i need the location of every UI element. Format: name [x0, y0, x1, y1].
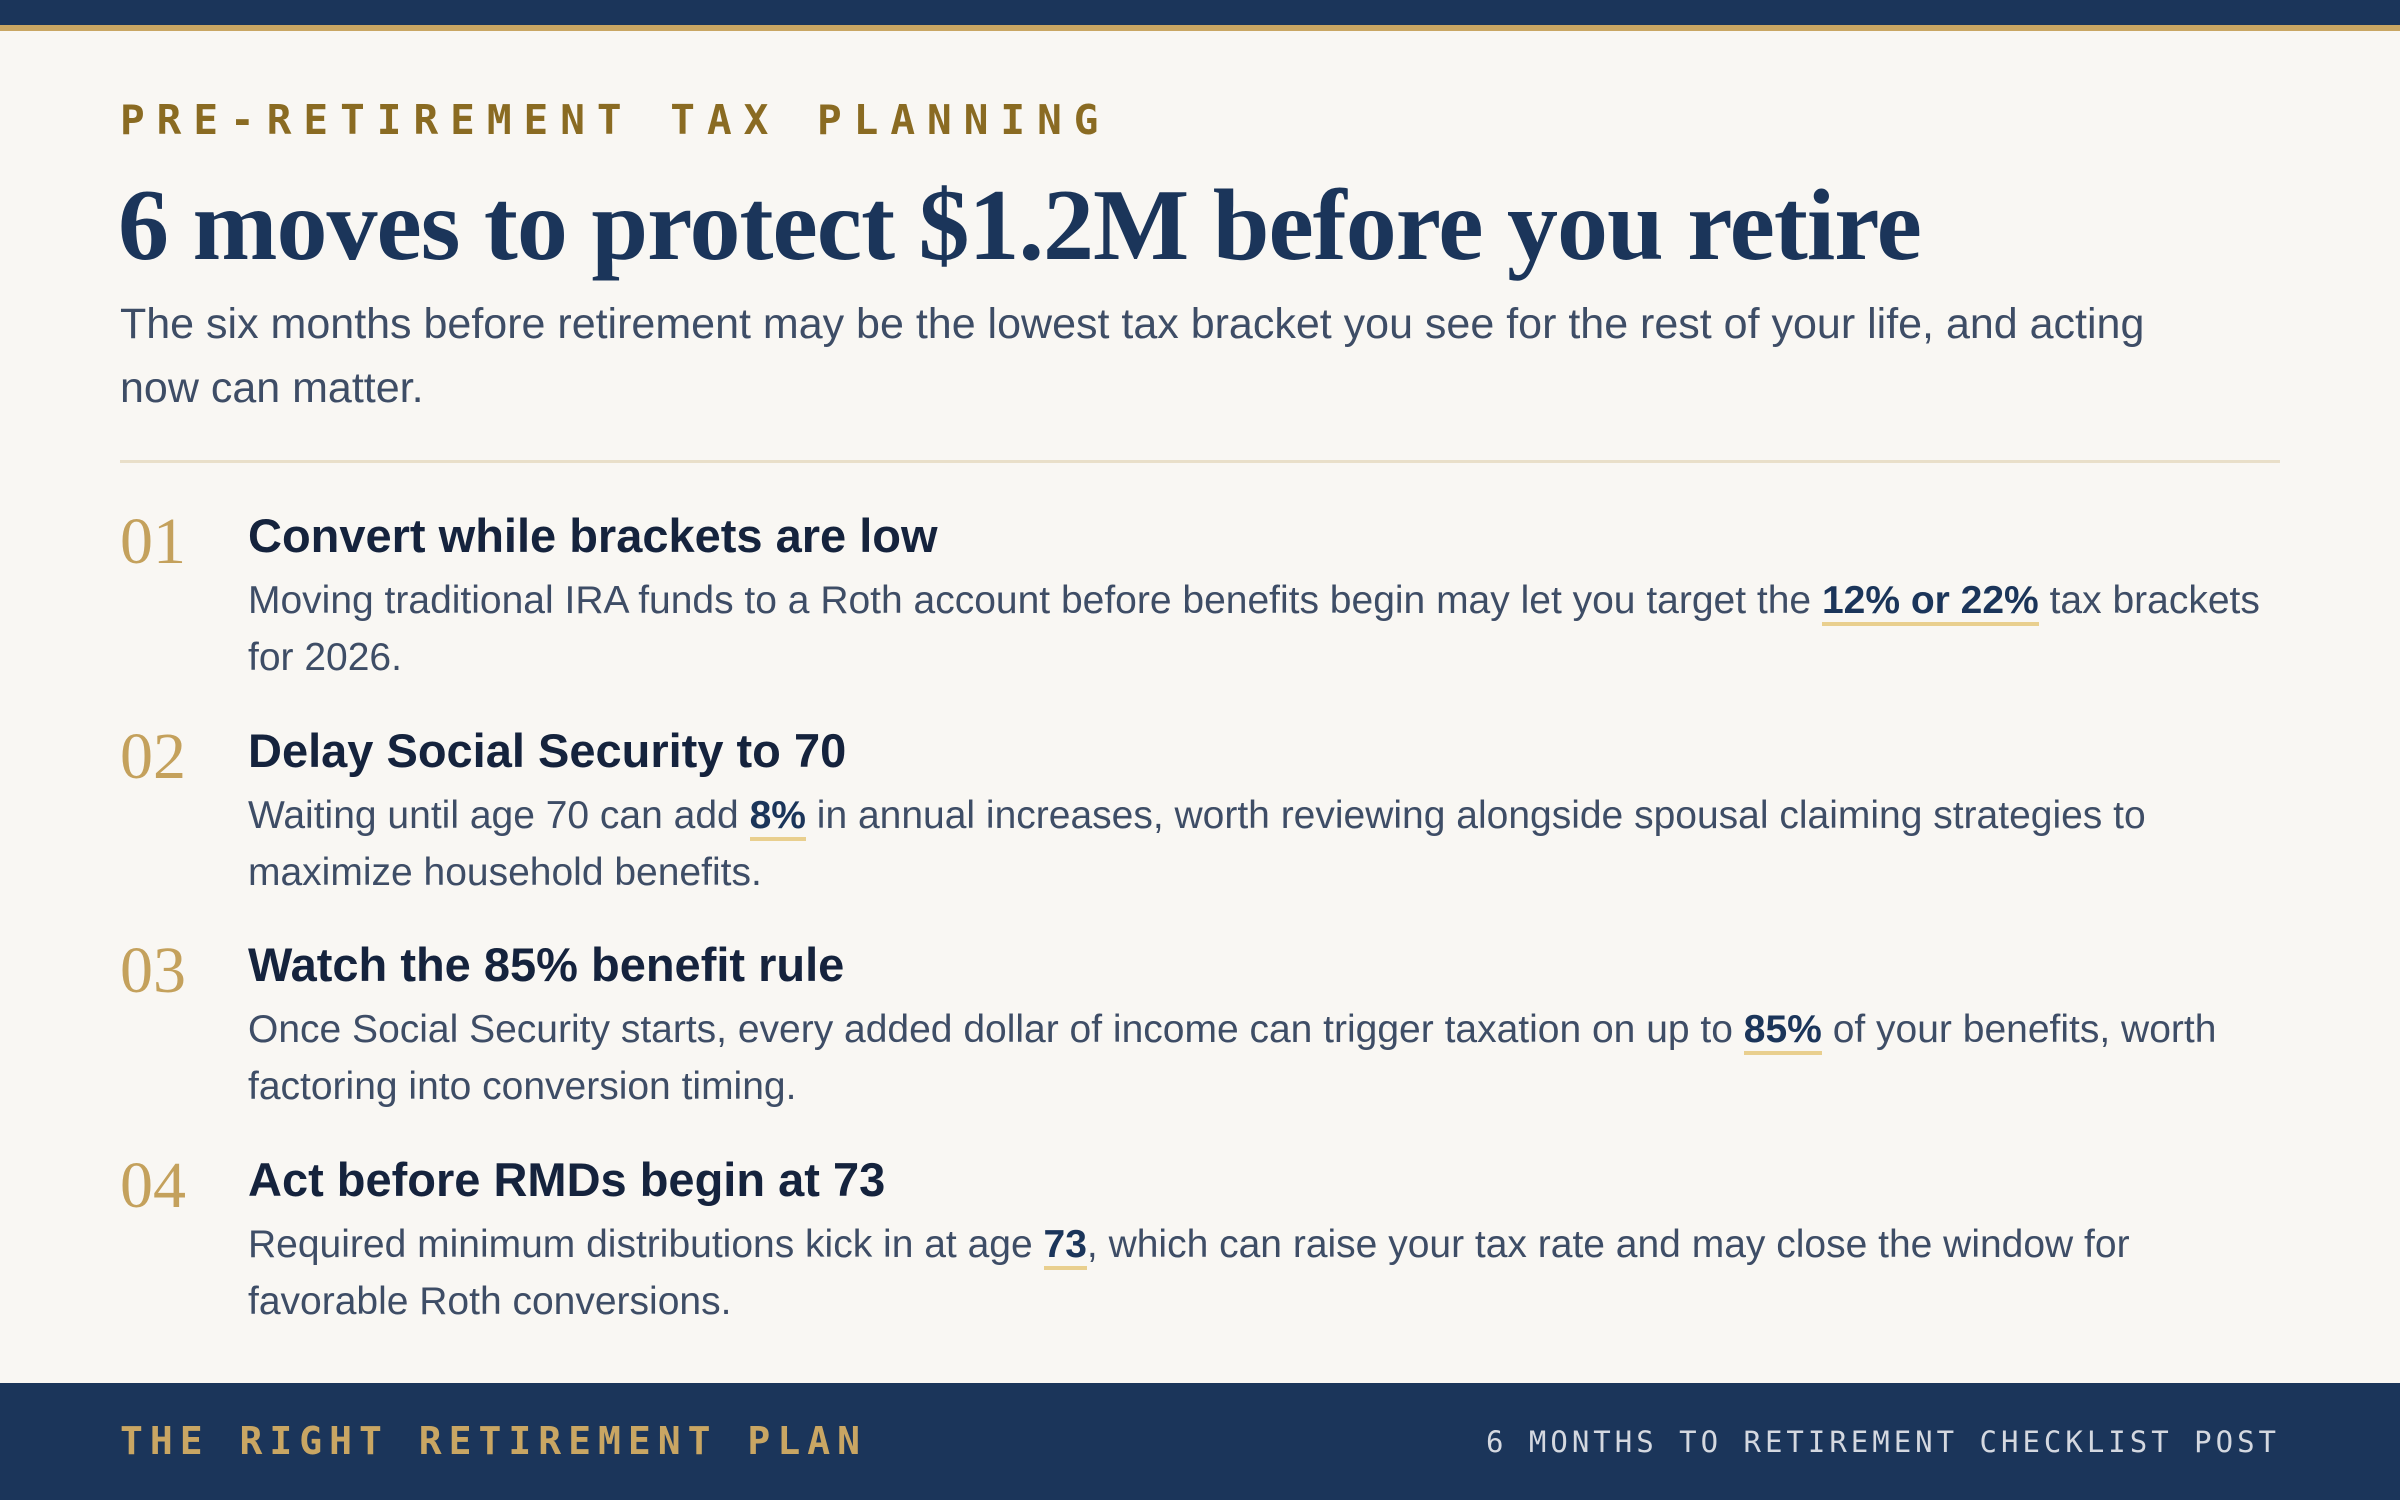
subhead: The six months before retirement may be the lowest tax bracket you see for the rest of your life, and acting now can matter. [120, 300, 2145, 412]
item-number: 02 [120, 720, 186, 793]
item-title: Convert while brackets are low [248, 509, 938, 562]
item-body-text: Once Social Security starts, every added dollar of income can trigger taxation on up to [248, 1008, 1744, 1051]
item-body [248, 1001, 2288, 1115]
eyebrow-label: PRE-RETIREMENT TAX PLANNING [120, 96, 1111, 144]
item-title: Watch the 85% benefit rule [248, 938, 845, 991]
item-number: 03 [120, 934, 186, 1007]
brand-name: THE RIGHT RETIREMENT PLAN [120, 1419, 867, 1463]
post-tagline: 6 MONTHS TO RETIREMENT CHECKLIST POST [1485, 1425, 2280, 1459]
footer-bar [0, 1383, 2400, 1500]
highlight-figure: 12% or 22% [1822, 579, 2039, 626]
item-number: 04 [120, 1149, 186, 1222]
item-body-text: , which can raise your tax rate and may close the window for favorable Roth conversions. [248, 1223, 2130, 1323]
item-title: Act before RMDs begin at 73 [248, 1153, 886, 1206]
item-number: 01 [120, 505, 186, 578]
item-body-text: Required minimum distributions kick in at age [248, 1223, 1044, 1266]
item-body-text: Moving traditional IRA funds to a Roth account before benefits begin may let you target the [248, 579, 1822, 622]
item-body [248, 1216, 2288, 1330]
highlight-figure: 73 [1044, 1223, 1087, 1270]
item-body-text: of your benefits, worth factoring into conversion timing. [248, 1008, 2217, 1108]
item-body-text: Waiting until age 70 can add [248, 794, 750, 837]
page-title: 6 moves to protect $1.2M before you retire [118, 169, 1921, 282]
top-bar [0, 0, 2400, 25]
item-body [248, 572, 2288, 686]
item-body [248, 787, 2288, 901]
highlight-figure: 85% [1744, 1008, 1822, 1055]
highlight-figure: 8% [750, 794, 806, 841]
divider [120, 460, 2280, 463]
item-body-text: tax brackets for 2026. [248, 579, 2260, 679]
item-body-text: in annual increases, worth reviewing alongside spousal claiming strategies to maximize household benefits. [248, 794, 2146, 894]
top-accent-rule [0, 25, 2400, 31]
item-title: Delay Social Security to 70 [248, 724, 847, 777]
